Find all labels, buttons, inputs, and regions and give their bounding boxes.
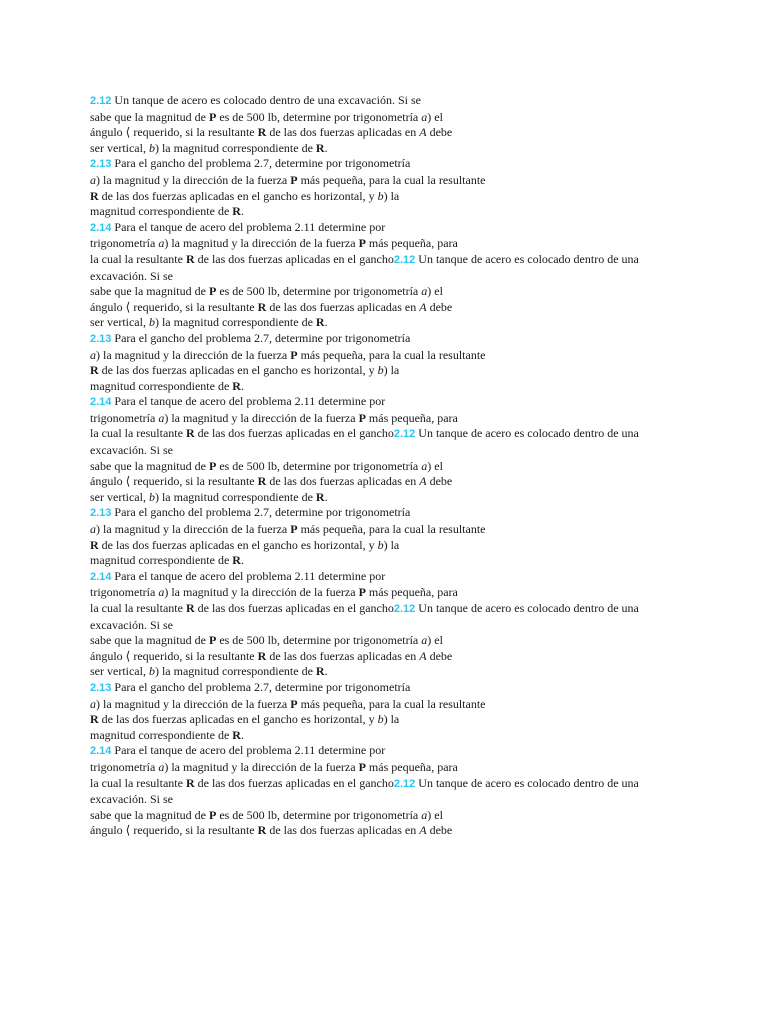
- text-line: [90, 618, 650, 634]
- text-line: [90, 569, 650, 586]
- text-run: debe: [426, 125, 453, 140]
- text-run: trigonometría: [90, 410, 159, 425]
- bold-symbol: P: [358, 410, 366, 425]
- bold-symbol: R: [315, 664, 325, 679]
- text-run: Para el tanque de acero del problema 2.11 determine por: [111, 743, 386, 758]
- text-line: [90, 760, 650, 776]
- text-line: [90, 426, 650, 443]
- text-run: ) la magnitud correspondiente de: [154, 140, 316, 155]
- text-run: .: [324, 315, 328, 330]
- text-line: [90, 331, 650, 348]
- text-run: .: [240, 204, 244, 219]
- text-run: ángulo ⟨ requerido, si la resultante: [90, 299, 258, 314]
- text-run: ) la: [383, 188, 400, 203]
- text-run: más pequeña, para la cual la resultante: [297, 696, 486, 711]
- text-line: [90, 204, 650, 220]
- bold-symbol: R: [90, 712, 99, 727]
- text-line: [90, 649, 650, 665]
- text-run: ) la magnitud correspondiente de: [154, 315, 316, 330]
- text-run: Para el tanque de acero del problema 2.11 determine por: [111, 394, 386, 409]
- problem-number: 2.14: [90, 221, 112, 234]
- text-line: [90, 315, 650, 331]
- text-run: de las dos fuerzas aplicadas en el gancho es horizontal, y: [98, 537, 378, 552]
- text-run: ) la magnitud y la dirección de la fuerza: [96, 696, 291, 711]
- text-line: [90, 443, 650, 459]
- text-run: de las dos fuerzas aplicadas en: [266, 648, 420, 663]
- text-line: [90, 601, 650, 618]
- problem-number: 2.13: [90, 681, 112, 694]
- problem-number: 2.14: [90, 745, 112, 758]
- text-run: ser vertical,: [90, 664, 149, 679]
- text-run: Para el tanque de acero del problema 2.11 determine por: [111, 219, 386, 234]
- text-run: sabe que la magnitud de: [90, 458, 209, 473]
- italic-label: a: [421, 458, 428, 473]
- text-run: ) la: [383, 363, 400, 378]
- text-line: [90, 553, 650, 569]
- bold-symbol: R: [185, 775, 195, 790]
- bold-symbol: P: [208, 633, 217, 648]
- text-run: más pequeña, para: [365, 585, 458, 600]
- bold-symbol: R: [257, 474, 267, 489]
- text-run: ) el: [427, 458, 443, 473]
- text-run: más pequeña, para la cual la resultante: [297, 172, 486, 187]
- text-line: [90, 823, 650, 839]
- bold-symbol: R: [90, 188, 99, 203]
- bold-symbol: P: [358, 759, 366, 774]
- text-run: de las dos fuerzas aplicadas en: [266, 474, 420, 489]
- document-text-body: [90, 93, 650, 839]
- text-line: [90, 189, 650, 205]
- text-line: [90, 743, 650, 760]
- text-run: ) la magnitud correspondiente de: [154, 664, 316, 679]
- text-run: magnitud correspondiente de: [90, 553, 233, 568]
- text-line: [90, 633, 650, 649]
- bold-symbol: R: [90, 537, 99, 552]
- text-run: .: [240, 378, 244, 393]
- text-line: [90, 141, 650, 157]
- problem-number: 2.13: [90, 158, 112, 171]
- bold-symbol: R: [257, 648, 267, 663]
- text-run: más pequeña, para: [365, 759, 458, 774]
- text-line: [90, 348, 650, 364]
- problem-number: 2.12: [393, 253, 416, 266]
- text-run: ) el: [427, 633, 443, 648]
- text-run: trigonometría: [90, 759, 159, 774]
- text-run: magnitud correspondiente de: [90, 727, 233, 742]
- text-run: excavación. Si se: [90, 792, 173, 807]
- text-line: [90, 220, 650, 237]
- italic-label: A: [419, 648, 427, 663]
- text-run: es de 500 lb, determine por trigonometría: [216, 807, 422, 822]
- italic-label: a: [421, 633, 428, 648]
- text-run: ) la magnitud y la dirección de la fuerza: [164, 236, 359, 251]
- text-run: sabe que la magnitud de: [90, 633, 209, 648]
- text-line: [90, 156, 650, 173]
- text-run: ) la magnitud correspondiente de: [154, 489, 316, 504]
- bold-symbol: R: [185, 426, 195, 441]
- text-run: es de 500 lb, determine por trigonometría: [216, 109, 422, 124]
- text-run: ) la: [383, 537, 400, 552]
- text-run: ) la magnitud y la dirección de la fuerza: [96, 347, 291, 362]
- text-line: [90, 379, 650, 395]
- text-line: [90, 505, 650, 522]
- text-run: ) el: [427, 284, 443, 299]
- text-run: .: [324, 140, 328, 155]
- bold-symbol: R: [90, 363, 99, 378]
- text-run: de las dos fuerzas aplicadas en: [266, 823, 420, 838]
- bold-symbol: P: [290, 522, 298, 537]
- text-line: [90, 585, 650, 601]
- text-run: .: [324, 664, 328, 679]
- text-run: ángulo ⟨ requerido, si la resultante: [90, 823, 258, 838]
- text-run: magnitud correspondiente de: [90, 204, 233, 219]
- text-line: [90, 490, 650, 506]
- bold-symbol: R: [257, 299, 267, 314]
- text-run: es de 500 lb, determine por trigonometría: [216, 458, 422, 473]
- text-line: [90, 110, 650, 126]
- text-run: trigonometría: [90, 585, 159, 600]
- text-line: [90, 808, 650, 824]
- italic-label: a: [158, 585, 165, 600]
- bold-symbol: P: [358, 585, 366, 600]
- text-run: ) la: [383, 712, 400, 727]
- text-line: [90, 236, 650, 252]
- text-line: [90, 173, 650, 189]
- text-line: [90, 300, 650, 316]
- text-run: ángulo ⟨ requerido, si la resultante: [90, 125, 258, 140]
- text-run: Un tanque de acero es colocado dentro de una: [415, 251, 639, 266]
- italic-label: A: [419, 823, 427, 838]
- text-run: más pequeña, para la cual la resultante: [297, 347, 486, 362]
- text-run: sabe que la magnitud de: [90, 109, 209, 124]
- text-line: [90, 93, 650, 110]
- text-run: es de 500 lb, determine por trigonometría: [216, 284, 422, 299]
- text-run: de las dos fuerzas aplicadas en el gancho es horizontal, y: [98, 363, 378, 378]
- text-run: Un tanque de acero es colocado dentro de una: [415, 775, 639, 790]
- bold-symbol: P: [208, 458, 217, 473]
- text-line: [90, 125, 650, 141]
- text-run: más pequeña, para la cual la resultante: [297, 522, 486, 537]
- problem-number: 2.13: [90, 332, 112, 345]
- text-run: debe: [426, 474, 453, 489]
- text-run: de las dos fuerzas aplicadas en el gancho es horizontal, y: [98, 712, 378, 727]
- bold-symbol: P: [290, 347, 298, 362]
- italic-label: b: [377, 537, 384, 552]
- text-line: [90, 474, 650, 490]
- text-run: ángulo ⟨ requerido, si la resultante: [90, 474, 258, 489]
- text-run: Para el gancho del problema 2.7, determine por trigonometría: [111, 156, 411, 171]
- italic-label: b: [377, 188, 384, 203]
- problem-number: 2.12: [393, 428, 416, 441]
- bold-symbol: P: [208, 109, 217, 124]
- bold-symbol: R: [232, 727, 241, 742]
- text-run: Para el gancho del problema 2.7, determine por trigonometría: [111, 679, 411, 694]
- italic-label: b: [377, 363, 384, 378]
- text-run: ) la magnitud y la dirección de la fuerza: [96, 172, 291, 187]
- text-run: .: [240, 727, 244, 742]
- italic-label: a: [158, 236, 165, 251]
- italic-label: a: [90, 696, 96, 711]
- text-run: sabe que la magnitud de: [90, 284, 209, 299]
- bold-symbol: R: [232, 553, 241, 568]
- bold-symbol: R: [232, 378, 241, 393]
- text-run: sabe que la magnitud de: [90, 807, 209, 822]
- problem-number: 2.12: [393, 603, 416, 615]
- problem-number: 2.14: [90, 396, 112, 409]
- text-run: ) el: [427, 109, 443, 124]
- bold-symbol: R: [257, 823, 267, 838]
- text-run: ) el: [427, 807, 443, 822]
- text-run: debe: [426, 823, 453, 838]
- bold-symbol: R: [257, 125, 267, 140]
- text-run: es de 500 lb, determine por trigonometría: [216, 633, 422, 648]
- text-run: Para el gancho del problema 2.7, determine por trigonometría: [111, 505, 411, 520]
- bold-symbol: P: [290, 696, 298, 711]
- text-run: .: [240, 553, 244, 568]
- problem-number: 2.12: [90, 95, 112, 107]
- text-run: excavación. Si se: [90, 268, 173, 283]
- italic-label: a: [421, 284, 428, 299]
- italic-label: b: [377, 712, 384, 727]
- text-run: de las dos fuerzas aplicadas en: [266, 299, 420, 314]
- text-run: Para el tanque de acero del problema 2.11 determine por: [111, 568, 386, 583]
- text-line: [90, 284, 650, 300]
- text-line: [90, 680, 650, 697]
- bold-symbol: R: [315, 489, 325, 504]
- text-run: más pequeña, para: [365, 410, 458, 425]
- italic-label: A: [419, 299, 427, 314]
- text-line: [90, 252, 650, 269]
- text-run: ángulo ⟨ requerido, si la resultante: [90, 648, 258, 663]
- text-line: [90, 712, 650, 728]
- text-run: ser vertical,: [90, 489, 149, 504]
- text-run: la cual la resultante: [90, 775, 186, 790]
- text-line: [90, 411, 650, 427]
- text-run: trigonometría: [90, 236, 159, 251]
- text-run: de las dos fuerzas aplicadas en el gancho: [194, 251, 394, 266]
- italic-label: a: [90, 172, 96, 187]
- bold-symbol: R: [185, 251, 195, 266]
- text-line: [90, 664, 650, 680]
- text-run: Un tanque de acero es colocado dentro de una: [415, 426, 639, 441]
- text-run: ) la magnitud y la dirección de la fuerza: [164, 410, 359, 425]
- bold-symbol: R: [315, 315, 325, 330]
- bold-symbol: P: [290, 172, 298, 187]
- italic-label: a: [421, 807, 428, 822]
- text-run: de las dos fuerzas aplicadas en el gancho: [194, 601, 394, 615]
- text-run: ) la magnitud y la dirección de la fuerza: [96, 522, 291, 537]
- text-run: ser vertical,: [90, 315, 149, 330]
- text-run: Un tanque de acero es colocado dentro de una: [415, 601, 639, 615]
- text-run: .: [324, 489, 328, 504]
- text-line: [90, 269, 650, 285]
- problem-number: 2.13: [90, 507, 112, 520]
- text-run: de las dos fuerzas aplicadas en el gancho: [194, 775, 394, 790]
- italic-label: b: [148, 664, 155, 679]
- text-run: ) la magnitud y la dirección de la fuerza: [164, 759, 359, 774]
- bold-symbol: R: [185, 601, 195, 615]
- italic-label: A: [419, 125, 427, 140]
- text-line: [90, 728, 650, 744]
- text-run: de las dos fuerzas aplicadas en el gancho: [194, 426, 394, 441]
- italic-label: b: [148, 140, 155, 155]
- text-run: debe: [426, 299, 453, 314]
- bold-symbol: R: [232, 204, 241, 219]
- text-run: de las dos fuerzas aplicadas en: [266, 125, 420, 140]
- text-run: Un tanque de acero es colocado dentro de una excavación. Si se: [111, 93, 421, 107]
- problem-number: 2.12: [393, 777, 416, 790]
- italic-label: a: [158, 410, 165, 425]
- text-run: Para el gancho del problema 2.7, determine por trigonometría: [111, 330, 411, 345]
- text-run: ser vertical,: [90, 140, 149, 155]
- text-run: la cual la resultante: [90, 251, 186, 266]
- text-run: la cual la resultante: [90, 426, 186, 441]
- text-run: excavación. Si se: [90, 617, 173, 632]
- bold-symbol: R: [315, 140, 325, 155]
- text-line: [90, 522, 650, 538]
- text-line: [90, 363, 650, 379]
- text-run: ) la magnitud y la dirección de la fuerza: [164, 585, 359, 600]
- text-line: [90, 459, 650, 475]
- italic-label: A: [419, 474, 427, 489]
- text-line: [90, 776, 650, 793]
- italic-label: a: [421, 109, 428, 124]
- bold-symbol: P: [208, 807, 217, 822]
- italic-label: b: [148, 315, 155, 330]
- text-line: [90, 697, 650, 713]
- text-line: [90, 792, 650, 808]
- italic-label: b: [148, 489, 155, 504]
- italic-label: a: [158, 759, 165, 774]
- text-line: [90, 538, 650, 554]
- italic-label: a: [90, 347, 96, 362]
- text-run: debe: [426, 648, 453, 663]
- text-run: magnitud correspondiente de: [90, 378, 233, 393]
- italic-label: a: [90, 522, 96, 537]
- text-run: la cual la resultante: [90, 601, 186, 615]
- bold-symbol: P: [358, 236, 366, 251]
- problem-number: 2.14: [90, 570, 112, 583]
- bold-symbol: P: [208, 284, 217, 299]
- text-run: excavación. Si se: [90, 443, 173, 458]
- text-line: [90, 394, 650, 411]
- text-run: de las dos fuerzas aplicadas en el gancho es horizontal, y: [98, 188, 378, 203]
- text-run: más pequeña, para: [365, 236, 458, 251]
